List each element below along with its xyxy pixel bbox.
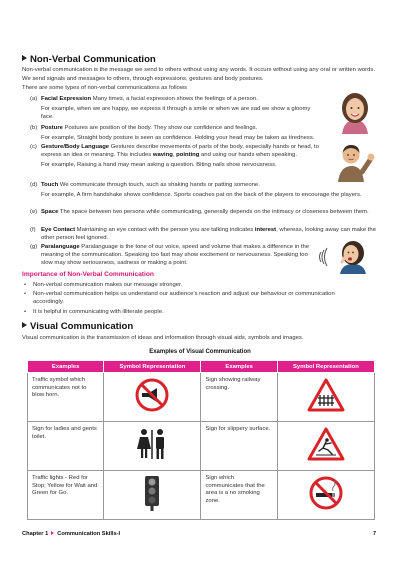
table-cell — [104, 373, 201, 422]
visual-intro: Visual communication is the transmission of ideas and information through visual aids, symbols and images. — [22, 335, 304, 341]
table-cell: Traffic symbol which communicates not to blow horn. — [28, 373, 104, 422]
list-item-touch: (d) Touch We communicate through touch, such as shaking hands or patting someone. For example, A firm handshake shows confidence. Sports coaches pat on the back of the players to encourage the players. — [30, 182, 362, 199]
smiling-woman-illustration — [332, 90, 378, 134]
importance-heading: Importance of Non-Verbal Communication — [22, 271, 154, 278]
list-item-space: (e) Space The space between two persons while communicating, generally depends on the intimacy or closeness between them. — [30, 209, 369, 215]
list-item-eye-contact: (f) Eye Contact Maintaining an eye contact with the person you are talking indicates interest, whereas, looking away can make the other person feel ignored. — [30, 227, 376, 242]
table-cell: Traffic lights - Red for Stop; Yellow for Wait and Green for Go. — [28, 471, 104, 520]
bullet-item: • Non-verbal communication helps us understand our audience's reaction and adjust our behaviour or communication accordingly. — [24, 291, 335, 306]
table-header-row — [28, 361, 375, 373]
table-caption: Examples of Visual Communication — [149, 349, 251, 355]
triangle-bullet-icon — [22, 322, 27, 328]
page-number: 7 — [372, 531, 376, 537]
table-row — [28, 422, 375, 471]
list-item-paralanguage: (g) Paralanguage Paralanguage is the tone of our voice, speed and volume that makes a difference in the meaning of the communication. Speaking too fast may show excitement or nervousness. Speaking too slow may show seriousness, sadness or making a point. — [30, 244, 310, 267]
table-row — [28, 471, 375, 520]
column-header: Examples — [28, 361, 104, 373]
table-cell — [277, 373, 374, 422]
table-cell: Sign for slippery surface. — [201, 422, 277, 471]
table-cell — [104, 422, 201, 471]
table-cell: Sign showing railway crossing. — [201, 373, 277, 422]
toilet-icon — [134, 427, 170, 461]
bullet-item: • Non-verbal communication makes our message stronger. — [24, 282, 183, 288]
nonverbal-intro: Non-verbal communication is the message we send to others without using any words. It occurs without using any oral or written words. We send signals and messages to others, through expressions, gestures and body postures. — [22, 67, 375, 82]
railway-crossing-icon — [307, 378, 345, 412]
section-title-visual: Visual Communication — [22, 321, 133, 332]
table-cell — [277, 422, 374, 471]
footer-title: Communication Skills-I — [57, 531, 121, 537]
column-header: Symbol Representation — [277, 361, 374, 373]
page-footer — [22, 531, 376, 537]
table-cell — [104, 471, 201, 520]
traffic-light-icon — [137, 475, 167, 511]
no-horn-icon — [135, 378, 169, 412]
column-header: Symbol Representation — [104, 361, 201, 373]
bullet-item: • It is helpful in communicating with illiterate people. — [24, 309, 164, 315]
triangle-bullet-icon — [22, 55, 27, 61]
footer-chapter: Chapter 1 — [22, 531, 49, 537]
slippery-surface-icon — [307, 427, 345, 461]
list-item-posture: (b) Posture Postures are position of the body. They show our confidence and feelings. For example, Straight body posture is seen as confidence. Holding your head may be taken as tiredness. — [30, 125, 315, 142]
types-intro: There are some types of non-verbal communications as follows — [22, 85, 188, 91]
list-item-gesture: (c) Gesture/Body Language Gestures describe movements of parts of the body, especially hands or head, to express an idea or meaning. This includes waving, pointing and using our hands when speaking. For example, Raising a hand may mean asking a question. Biting nails show nervousness. — [30, 144, 319, 169]
column-header: Examples — [201, 361, 277, 373]
section-title-nonverbal: Non-Verbal Communication — [22, 54, 156, 65]
speaking-woman-illustration — [318, 240, 376, 274]
footer-arrow-icon — [51, 531, 54, 535]
visual-examples-table — [27, 360, 375, 520]
list-item-facial-expression: (a) Facial Expression Many times, a facial expression shows the feelings of a person. For example, when we are happy, we express it through a smile or when we are sad we show a gloomy face. — [30, 96, 311, 121]
table-cell: Sign for ladies and gents toilet. — [28, 422, 104, 471]
table-row — [28, 373, 375, 422]
table-cell: Sign which communicates that the area is a no smoking zone. — [201, 471, 277, 520]
table-cell — [277, 471, 374, 520]
no-smoking-icon — [309, 476, 343, 510]
gesturing-man-illustration — [330, 142, 378, 182]
